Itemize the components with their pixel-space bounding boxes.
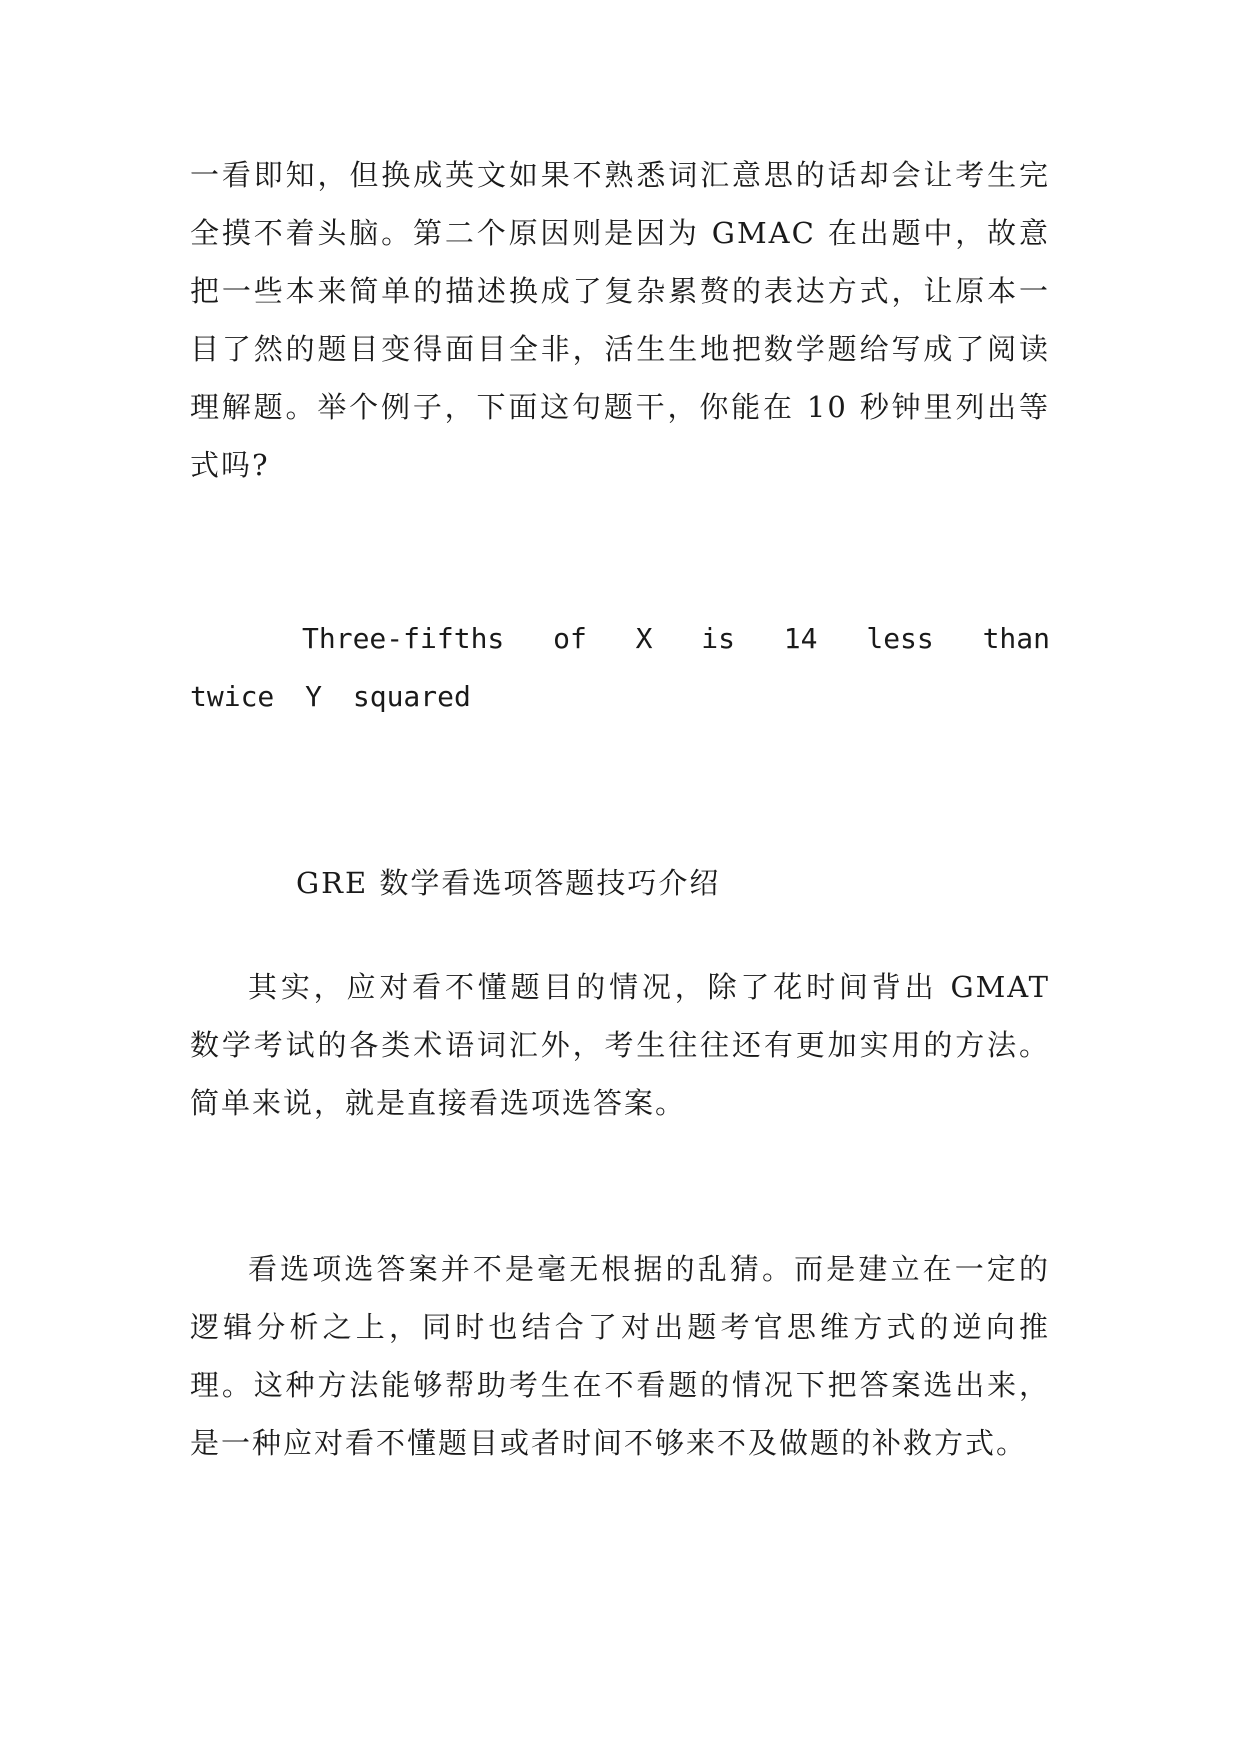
paragraph-intro: 一看即知，但换成英文如果不熟悉词汇意思的话却会让考生完全摸不着头脑。第二个原因则是因为 GMAC 在出题中，故意把一些本来简单的描述换成了复杂累赘的表达方式，让原本一目了然的题目变得面目全非，活生生地把数学题给写成了阅读理解题。举个例子，下面这句题干，你能在 10 秒钟里列出等式吗?: [190, 158, 1050, 482]
paragraph-method: 其实，应对看不懂题目的情况，除了花时间背出 GMAT 数学考试的各类术语词汇外，考生往往还有更加实用的方法。简单来说，就是直接看选项选答案。: [190, 970, 1050, 1120]
paragraph-reasoning: 看选项选答案并不是毫无根据的乱猜。而是建立在一定的逻辑分析之上，同时也结合了对出题考官思维方式的逆向推理。这种方法能够帮助考生在不看题的情况下把答案选出来，是一种应对看不懂题目或者时间不够来不及做题的补救方式。: [190, 1252, 1050, 1460]
section-heading: GRE 数学看选项答题技巧介绍: [296, 866, 721, 900]
example-sentence: Three-fifths of X is 14 less than twice Y squared: [190, 622, 1050, 713]
